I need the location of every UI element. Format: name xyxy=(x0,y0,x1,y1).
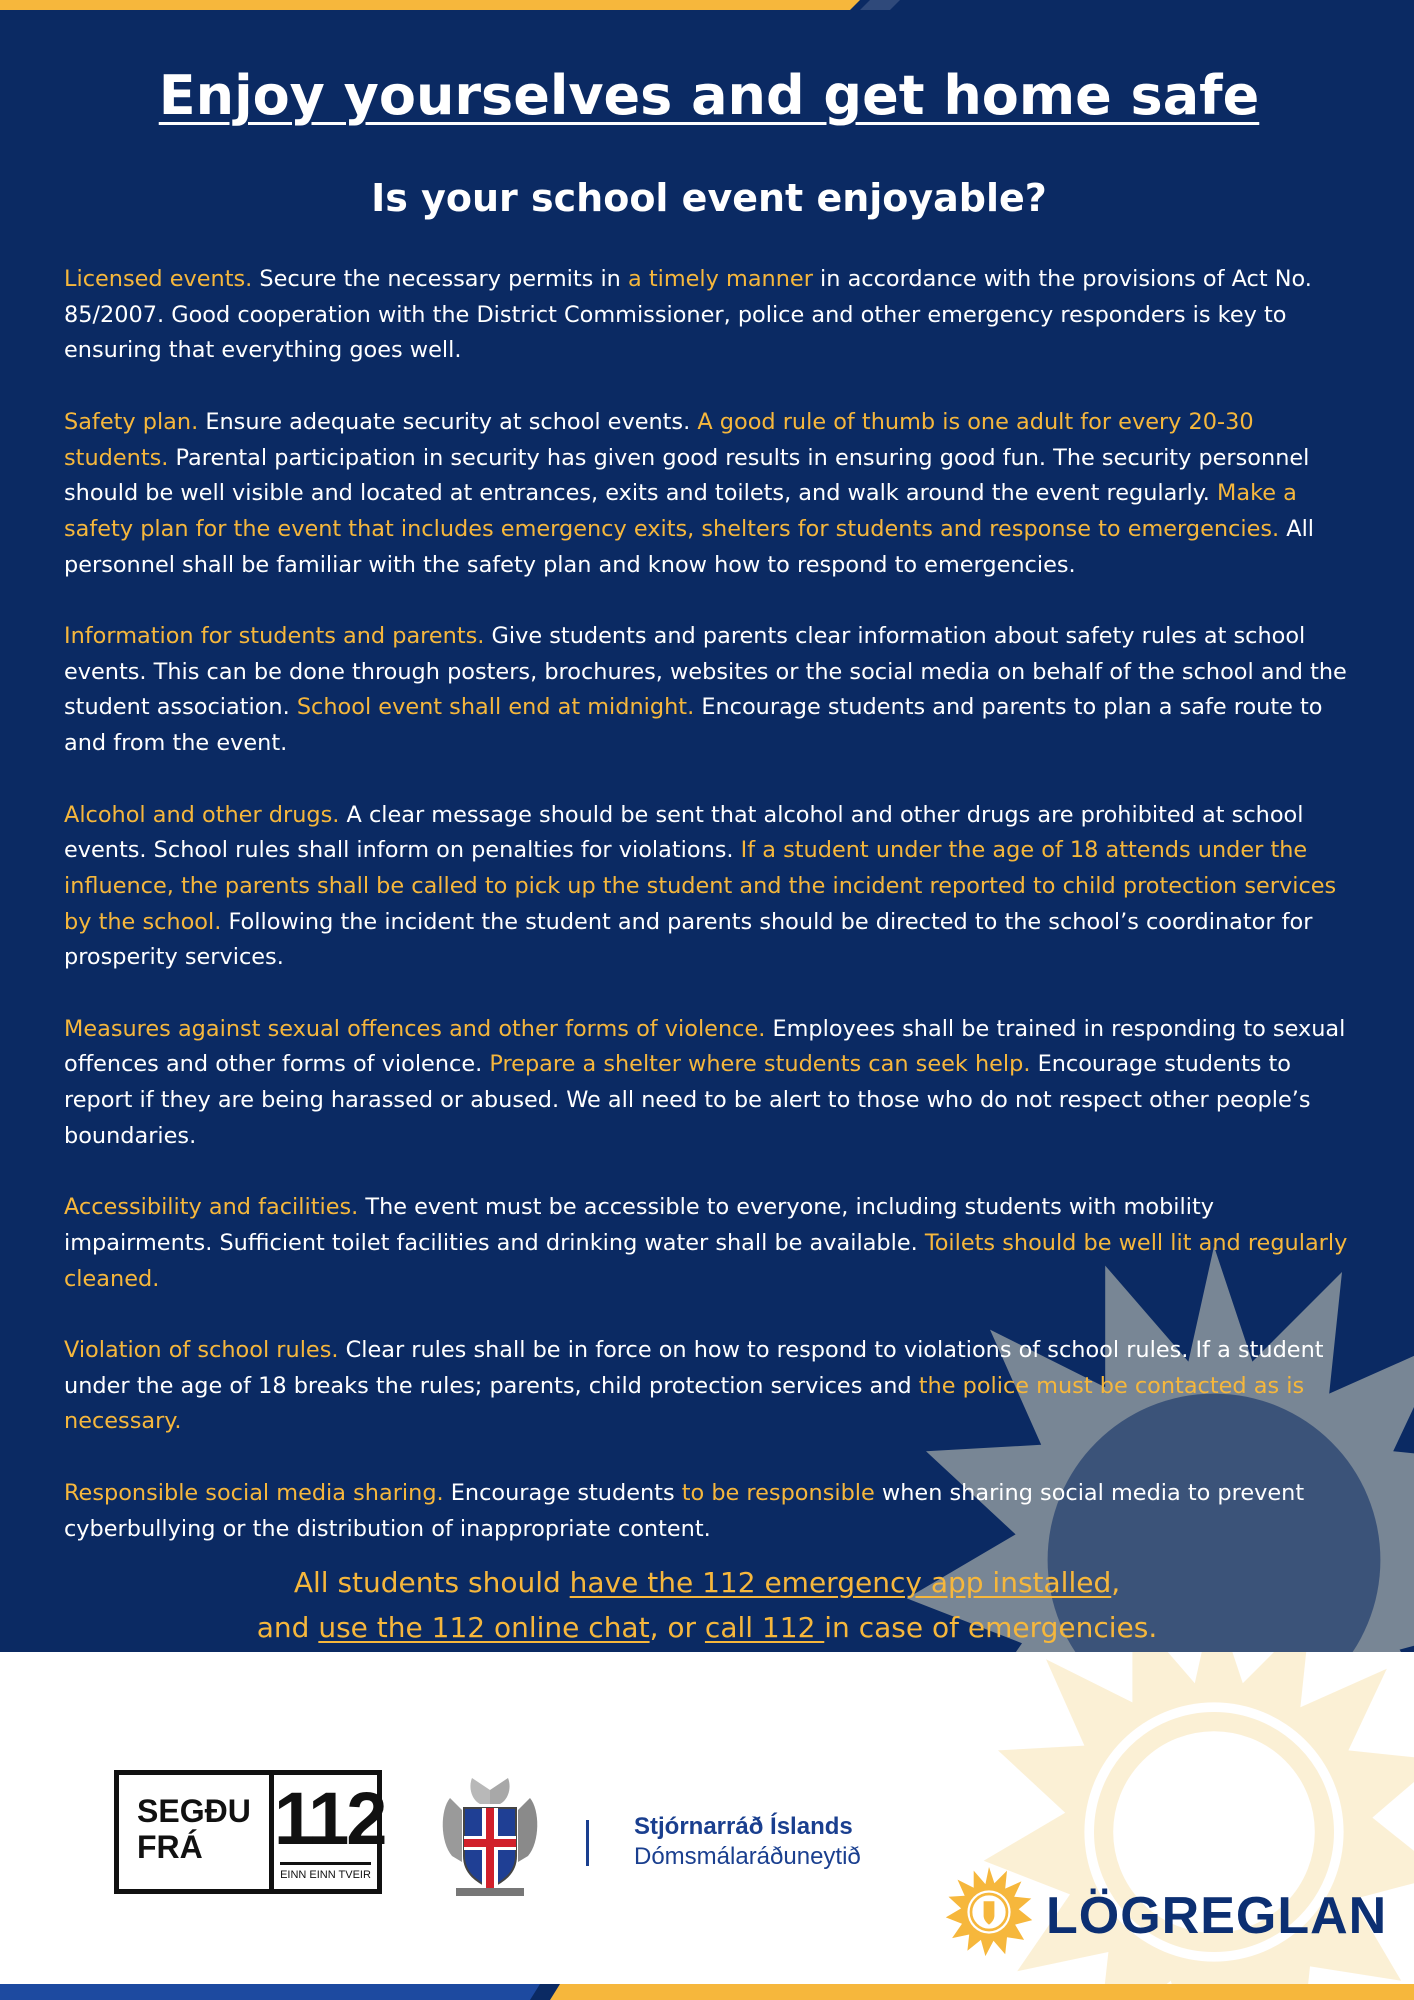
segdu-number-box xyxy=(269,1775,385,1889)
section-highlight: School event shall end at midnight. xyxy=(296,694,695,721)
callout-text: , or xyxy=(649,1611,705,1644)
callout-text: , xyxy=(1111,1566,1121,1599)
segdu-line-2: FRÁ xyxy=(137,1829,203,1865)
section-alcohol-drugs xyxy=(64,798,1354,977)
segdu-line-1: SEGÐU xyxy=(137,1793,251,1829)
callout-text: and xyxy=(256,1611,319,1644)
section-highlight: a timely manner xyxy=(628,266,813,292)
section-text: Secure the necessary permits in xyxy=(252,266,628,292)
top-stripe xyxy=(0,0,1414,10)
section-text: Encourage students and parents to plan a safe route to and from the event. xyxy=(64,694,1323,757)
gov-line-2: Dómsmálaráðuneytið xyxy=(634,1843,861,1870)
logo-divider xyxy=(586,1820,589,1866)
online-chat-link[interactable]: use the 112 online chat xyxy=(318,1611,650,1644)
content-column xyxy=(64,10,1354,1583)
callout-text: All students should xyxy=(293,1566,570,1599)
coat-of-arms-icon xyxy=(432,1770,548,1900)
section-highlight: Toilets should be well lit and regularly cleaned. xyxy=(64,1229,1348,1292)
section-text: Parental participation in security has given good results in ensuring good fun. The security personnel should be well visible and located at entrances, exits and toilets, and walk around the event regularly. xyxy=(64,444,1310,507)
section-text: A clear message should be sent that alcohol and other drugs are prohibited at school events. School rules shall inform on penalties for violations. xyxy=(64,801,1304,864)
callout-line-1 xyxy=(0,1560,1414,1605)
footer xyxy=(0,1652,1414,2000)
emergency-callout xyxy=(0,1560,1414,1650)
government-logo-text xyxy=(634,1812,861,1872)
section-licensed-events xyxy=(64,262,1354,369)
call-112-link[interactable]: call 112 xyxy=(704,1611,825,1644)
section-heading: Violation of school rules. xyxy=(64,1337,339,1363)
section-text: Encourage students xyxy=(443,1479,682,1506)
section-heading: Licensed events. xyxy=(64,266,253,292)
section-text: Ensure adequate security at school events. xyxy=(198,408,698,435)
police-name: LÖGREGLAN xyxy=(1046,1887,1388,1945)
section-highlight: the police must be contacted as is necessary. xyxy=(64,1372,1305,1435)
police-star-watermark-icon xyxy=(974,1652,1414,2000)
section-text: All personnel shall be familiar with the safety plan and know how to respond to emergencies. xyxy=(64,515,1315,578)
section-highlight: A good rule of thumb is one adult for every 20-30 students. xyxy=(64,408,1254,471)
section-text: Clear rules shall be in force on how to respond to violations of school rules. If a student under the age of 18 breaks the rules; parents, child protection services and xyxy=(64,1337,1324,1399)
section-violation-rules xyxy=(64,1333,1354,1440)
section-safety-plan xyxy=(64,405,1354,584)
section-social-media xyxy=(64,1476,1354,1547)
section-heading: Safety plan. xyxy=(64,408,199,435)
page-subtitle: Is your school event enjoyable? xyxy=(371,176,1047,220)
section-heading: Alcohol and other drugs. xyxy=(64,801,340,828)
bottom-stripe xyxy=(0,1984,1414,2000)
section-highlight: Prepare a shelter where students can seek help. xyxy=(489,1051,1031,1078)
segdu-text xyxy=(119,1775,269,1889)
callout-text: in case of emergencies. xyxy=(824,1611,1158,1644)
segdu-fra-112-logo xyxy=(114,1770,385,1894)
section-heading: Responsible social media sharing. xyxy=(64,1479,444,1506)
segdu-small-text: EINN EINN TVEIR xyxy=(280,1862,371,1883)
section-text: The event must be accessible to everyone, including students with mobility impairments. Sufficient toilet facilities and drinking water shall be available. xyxy=(64,1194,1214,1256)
page-title: Enjoy yourselves and get home safe xyxy=(158,64,1260,127)
guideline-sections xyxy=(64,262,1354,1547)
section-highlight: Make a safety plan for the event that includes emergency exits, shelters for students and response to emergencies. xyxy=(64,480,1297,542)
section-text: when sharing social media to prevent cyberbullying or the distribution of inappropriate content. xyxy=(64,1479,1305,1542)
section-information xyxy=(64,619,1354,762)
police-star-badge-icon xyxy=(944,1864,1034,1960)
section-accessibility xyxy=(64,1190,1354,1297)
section-text: Give students and parents clear information about safety rules at school events. This can be done through posters, brochures, websites or the social media on behalf of the school and the student association. xyxy=(64,623,1347,721)
callout-line-2 xyxy=(0,1605,1414,1650)
section-heading: Accessibility and facilities. xyxy=(64,1194,359,1221)
section-text: in accordance with the provisions of Act No. 85/2007. Good cooperation with the District Commissioner, police and other emergency responders is key to ensuring that everything goes well. xyxy=(64,266,1312,364)
section-highlight: If a student under the age of 18 attends under the influence, the parents shall be called to pick up the student and the incident reported to child protection services by the school. xyxy=(64,837,1337,935)
segdu-number: 112 xyxy=(274,1777,385,1860)
section-heading: Information for students and parents. xyxy=(64,623,485,649)
section-text: Following the incident the student and parents should be directed to the school’s coordinator for prosperity services. xyxy=(64,908,1313,971)
section-text: Employees shall be trained in responding to sexual offences and other forms of violence. xyxy=(64,1015,1346,1078)
section-highlight: to be responsible xyxy=(681,1479,875,1506)
section-sexual-offences xyxy=(64,1012,1354,1155)
section-text: Encourage students to report if they are being harassed or abused. We all need to be alert to those who do not respect other people’s boundaries. xyxy=(64,1051,1311,1149)
install-app-link[interactable]: have the 112 emergency app installed xyxy=(569,1566,1112,1599)
gov-line-1: Stjórnarráð Íslands xyxy=(634,1813,853,1840)
section-heading: Measures against sexual offences and other forms of violence. xyxy=(64,1015,766,1042)
poster-body xyxy=(0,10,1414,1652)
